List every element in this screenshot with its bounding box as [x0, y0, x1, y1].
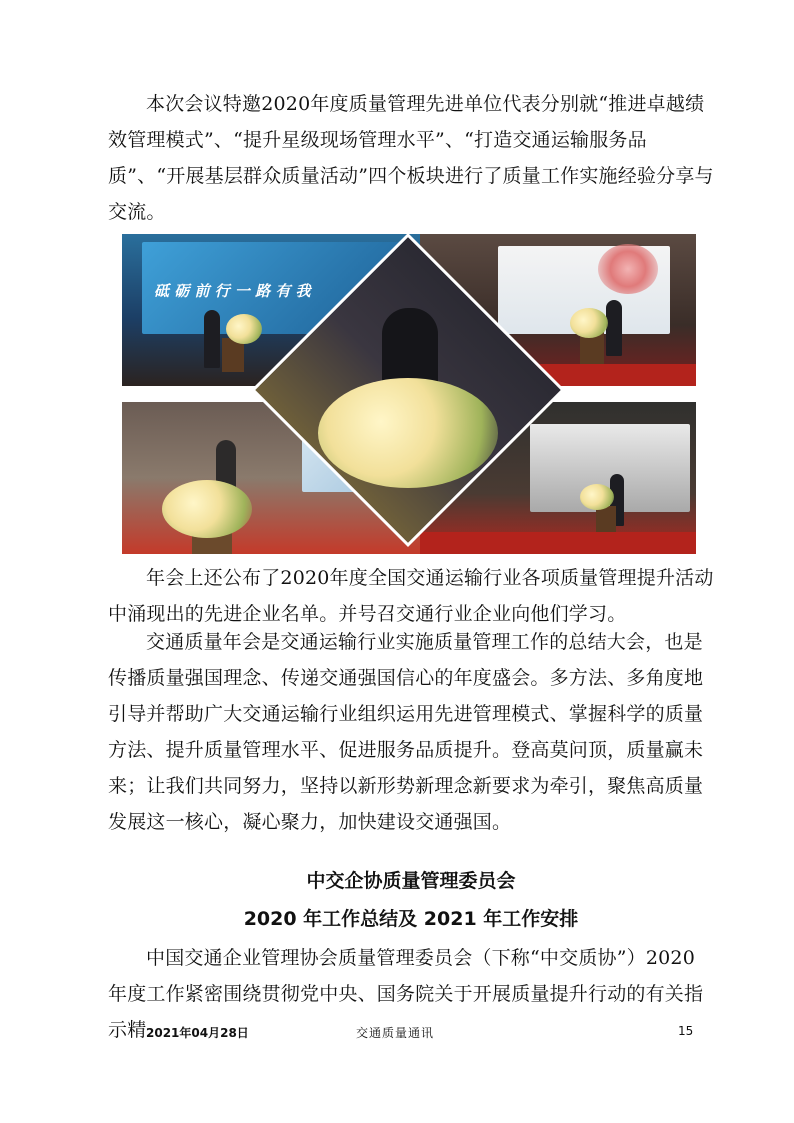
footer-publication: 交通质量通讯 [356, 1026, 435, 1040]
flower-arrangement [580, 484, 614, 510]
page-number: 15 [678, 1024, 694, 1038]
stage-carpet [420, 532, 696, 554]
screen-slogan: 砥 砺 前 行 一 路 有 我 [154, 282, 311, 300]
speaker-figure [606, 300, 622, 356]
speaker-figure [204, 310, 220, 368]
paragraph-annual-meeting-summary: 交通质量年会是交通运输行业实施质量管理工作的总结大会，也是传播质量强国理念、传递交通强国信心的年度盛会。多方法、多角度地引导并帮助广大交通运输行业组织运用先进管理模式、掌握科学的质量方法、提升质量管理水平、促进服务品质提升。登高莫问顶，质量赢未来；让我们共同努力，坚持以新形势新理念新要求为牵引，聚焦高质量发展这一核心，凝心聚力，加快建设交通强国。 [108, 631, 704, 833]
section-title-committee: 中交企协质量管理委员会 [306, 870, 516, 892]
flower-arrangement [226, 314, 262, 344]
paragraph-committee-work: 中国交通企业管理协会质量管理委员会（下称“中交质协”）2020年度工作紧密围绕贯彻党中央、国务院关于开展质量提升行动的有关指示精 [108, 947, 704, 1041]
paragraph-advanced-enterprises: 年会上还公布了2020年度全国交通运输行业各项质量管理提升活动中涌现出的先进企业名单。并号召交通行业企业向他们学习。 [108, 567, 714, 625]
flower-arrangement [570, 308, 608, 338]
footer-date: 2021年04月28日 [146, 1026, 249, 1040]
blossom-graphic [598, 244, 658, 294]
section-title-work-summary: 2020 年工作总结及 2021 年工作安排 [243, 908, 579, 930]
photo-speaker-center-diamond [255, 237, 560, 542]
flower-arrangement [162, 480, 252, 538]
flower-arrangement [318, 378, 498, 488]
paragraph-experience-sharing: 本次会议特邀2020年度质量管理先进单位代表分别就“推进卓越绩效管理模式”、“提升星级现场管理水平”、“打造交通运输服务品质”、“开展基层群众质量活动”四个板块进行了质量工作实施经验分享与交流。 [108, 93, 714, 223]
